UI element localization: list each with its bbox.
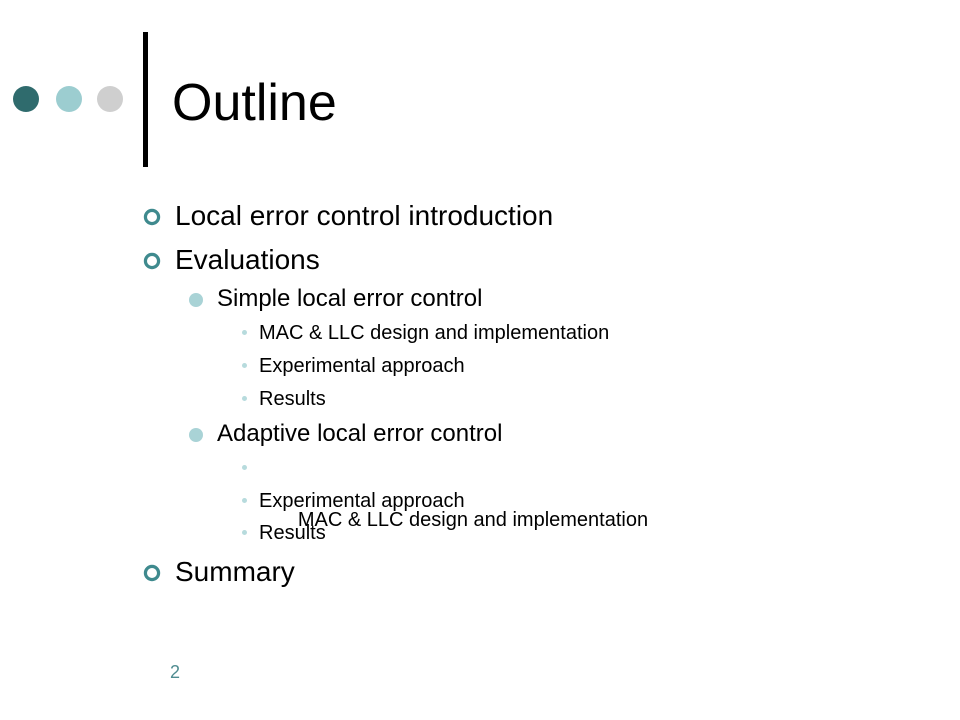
detail-item-label: Results: [259, 388, 326, 410]
sub-item-simple-local-error-control: [217, 284, 482, 314]
sub-item-label: Simple local error control: [217, 285, 483, 312]
detail-item-label: MAC & LLC design and implementation: [259, 322, 610, 344]
detail-item-label: Experimental approach: [259, 490, 465, 512]
ring-bullet-icon: [143, 564, 161, 582]
small-dot-bullet-icon: [242, 330, 247, 335]
outline-item-local-error-control-introduction: [175, 198, 553, 234]
dot-bullet-icon: [189, 293, 203, 307]
small-dot-bullet-icon: [242, 530, 247, 535]
small-dot-bullet-icon: [242, 396, 247, 401]
detail-item-experimental-approach: [259, 353, 465, 379]
sub-item-adaptive-local-error-control: [217, 419, 502, 449]
slide-title: Outline: [172, 74, 337, 132]
detail-item-label: Results: [259, 522, 326, 544]
ring-bullet-icon: [143, 208, 161, 226]
outline-item-label: Evaluations: [175, 244, 320, 275]
outline-item-label: Summary: [175, 556, 295, 587]
ring-bullet-icon: [143, 252, 161, 270]
small-dot-bullet-icon: [242, 498, 247, 503]
detail-item-results: [259, 520, 326, 546]
decorative-dot-dark: [13, 86, 39, 112]
outline-item-label: Local error control introduction: [175, 200, 554, 231]
decorative-dot-mid: [56, 86, 82, 112]
sub-item-label: Adaptive local error control: [217, 420, 503, 447]
small-dot-bullet-icon: [242, 363, 247, 368]
decorative-dot-light: [97, 86, 123, 112]
small-dot-bullet-icon: [242, 465, 247, 470]
dot-bullet-icon: [189, 428, 203, 442]
detail-item-label: Experimental approach: [259, 355, 465, 377]
detail-item-results: [259, 386, 326, 412]
detail-item-mac-llc-design: [259, 320, 609, 346]
detail-item-experimental-approach: [259, 488, 465, 514]
page-number: 2: [170, 662, 181, 682]
detail-item-label: MAC & LLC design and implementation: [292, 509, 649, 531]
outline-item-summary: [175, 554, 295, 590]
outline-item-evaluations: [175, 242, 320, 278]
title-divider-bar: [143, 32, 148, 167]
